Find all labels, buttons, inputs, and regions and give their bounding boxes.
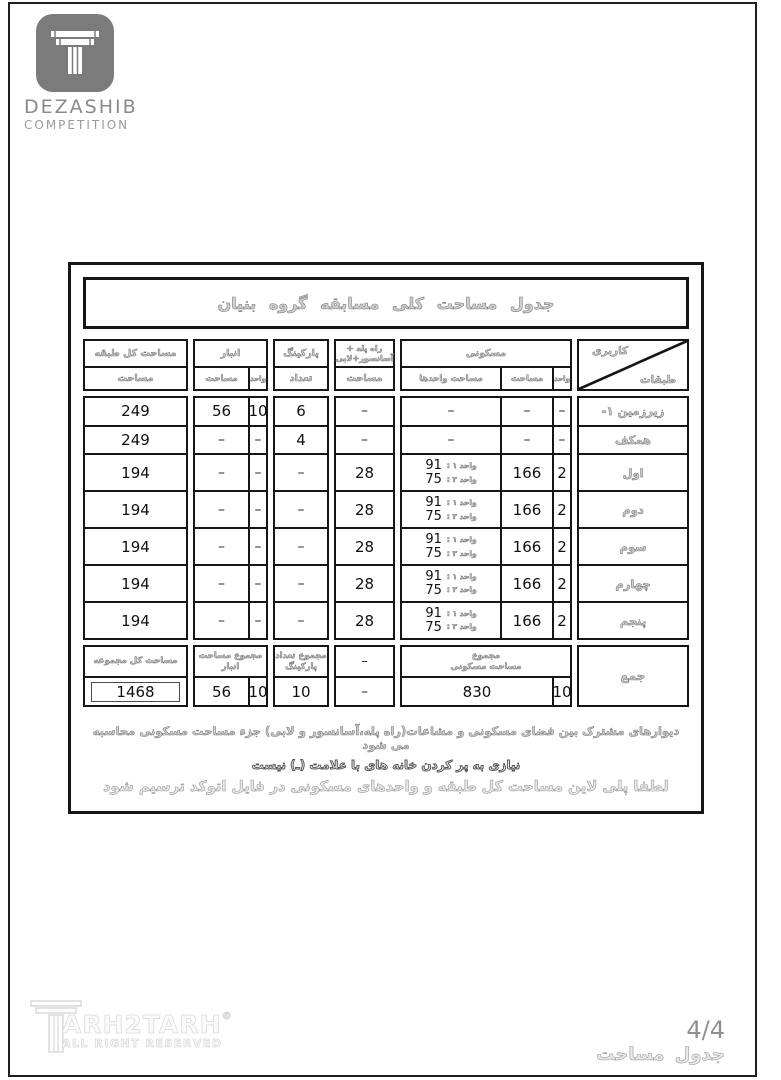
table-row: 194 [85, 601, 186, 638]
table-columns [83, 339, 689, 707]
storage-header [193, 339, 268, 391]
diagonal-header-cell [579, 341, 687, 389]
parking-sum: مجموع تعداد پارکینگ 10 [273, 645, 329, 707]
usage-label: کاربری [591, 345, 629, 357]
stairs-group-label-1: راه پله + [346, 343, 383, 353]
table-row: چهارم [579, 564, 687, 601]
parking-count-label: تعداد [289, 373, 313, 384]
storage-area-label: مساحت [205, 373, 238, 384]
residential-area-label: مساحت [510, 373, 544, 384]
table-row: – [275, 453, 327, 490]
table-title-box [83, 277, 689, 329]
note-line-2: نیازی به پر کردن خانه های با علامت (ـ) نیست [251, 758, 521, 772]
column-capital-icon [46, 22, 104, 84]
floor-total-area-label: مساحت [117, 373, 154, 384]
stairs-header [334, 339, 395, 391]
table-row: واحد ۱ : 91 واحد ۲ : 75 166 2 [402, 490, 570, 527]
table-row: 28 [336, 490, 393, 527]
parking-header [273, 339, 329, 391]
floor-total-header [83, 339, 188, 391]
table-row: 194 [85, 527, 186, 564]
table-row: دوم [579, 490, 687, 527]
table-row: 249 [121, 402, 150, 421]
table-row: – – [195, 425, 266, 454]
table-row: 194 [85, 453, 186, 490]
residential-group-label: مسکونی [465, 348, 507, 359]
residential-units-area-label: مساحت واحدها [419, 373, 483, 384]
table-row: 28 [336, 527, 393, 564]
floors-body [577, 396, 689, 640]
column-stairs-elevator-lobby [334, 339, 395, 707]
floor-total-sum: مساحت کل مجموعه 1468 [83, 645, 188, 707]
table-row: – – [195, 490, 266, 527]
column-parking [273, 339, 329, 707]
table-row: – [275, 490, 327, 527]
table-row: واحد ۱ : 91 واحد ۲ : 75 166 2 [402, 453, 570, 490]
parking-group-label: پارکینگ [283, 348, 319, 359]
table-row: – – [195, 527, 266, 564]
residential-sum: مجموع مساحت مسکونی 830 10 [400, 645, 572, 707]
parking-body [273, 396, 329, 640]
stairs-group-label-2: آسانسور+لابی [335, 353, 394, 363]
storage-group-label: انبار [220, 348, 241, 359]
residential-header [400, 339, 572, 391]
table-row: 28 [336, 453, 393, 490]
dezashib-logo-text [24, 96, 184, 132]
table-row: – [336, 425, 393, 454]
table-notes [83, 717, 689, 801]
table-row: 194 [85, 490, 186, 527]
table-row: اول [579, 453, 687, 490]
table-row: زیرزمین ۱- [601, 404, 665, 419]
logo-title: DEZASHIB [24, 96, 138, 118]
table-row: سوم [579, 527, 687, 564]
storage-unit-label: واحد [250, 374, 266, 383]
table-row: واحد ۱ : 91 واحد ۲ : 75 166 2 [402, 564, 570, 601]
table-row: – – [195, 564, 266, 601]
area-table-block [68, 262, 704, 814]
page-number: 4/4 [686, 1016, 725, 1044]
column-floor-total [83, 339, 188, 707]
table-row: 56 10 [195, 398, 266, 425]
registered-icon: ® [221, 1011, 232, 1022]
logo-subtitle: COMPETITION [24, 118, 130, 132]
grand-total-value: 1468 [91, 682, 179, 702]
table-title: جدول مساحت کلی مسابقه گروه بنیان [217, 293, 555, 313]
stairs-body [334, 396, 395, 640]
sheet-title: جدول مساحت [596, 1044, 725, 1065]
column-usage-floors [577, 339, 689, 707]
table-row: پنجم [579, 601, 687, 638]
floor-total-group-label: مساحت کل طبقه [94, 348, 177, 359]
table-row: – – [195, 453, 266, 490]
table-row: – [361, 403, 368, 420]
stairs-sum: – – [334, 645, 395, 707]
table-row: واحد ۱ : 91 واحد ۲ : 75 166 2 [402, 601, 570, 638]
table-row: – – – [402, 425, 570, 454]
table-row: 6 [296, 402, 306, 421]
floor-total-body [83, 396, 188, 640]
table-row: 28 [336, 564, 393, 601]
table-row: 249 [85, 425, 186, 454]
dezashib-logo [36, 14, 114, 92]
table-row: – [275, 601, 327, 638]
table-row: – – [195, 601, 266, 638]
storage-sum: مجموع مساحت انبار 56 10 [193, 645, 268, 707]
residential-body [400, 396, 572, 640]
note-line-1: دیوارهای مشترک بین فضای مسکونی و مشاعات(راه پله،آسانسور و لابی) جزء مساحت مسکونی محاسبه می شود [92, 723, 680, 752]
footer-page-info [596, 1016, 725, 1065]
column-residential [400, 339, 572, 707]
table-row: 28 [336, 601, 393, 638]
sum-row-label-cell: جمع [577, 645, 689, 707]
usage-floors-header [577, 339, 689, 391]
table-row: – [275, 527, 327, 564]
stairs-area-label: مساحت [346, 373, 383, 384]
table-row: – [275, 564, 327, 601]
table-row: – – – [402, 398, 570, 425]
tarh2tarh-logo-text [62, 1010, 232, 1050]
table-row: 4 [275, 425, 327, 454]
footer-brand: ARH2TARH [62, 1010, 222, 1039]
table-row: 194 [85, 564, 186, 601]
table-row: واحد ۱ : 91 واحد ۲ : 75 166 2 [402, 527, 570, 564]
table-row: همکف [579, 425, 687, 454]
residential-unit-label: واحد [554, 374, 570, 383]
footer-rights: ALL RIGHT RESERVED [62, 1037, 223, 1050]
storage-body [193, 396, 268, 640]
note-line-3: لطفا پلی لاین مساحت کل طبقه و واحدهای مسکونی در فایل اتوکد ترسیم شود [103, 778, 669, 795]
column-storage [193, 339, 268, 707]
floors-label: طبقات [639, 374, 677, 386]
